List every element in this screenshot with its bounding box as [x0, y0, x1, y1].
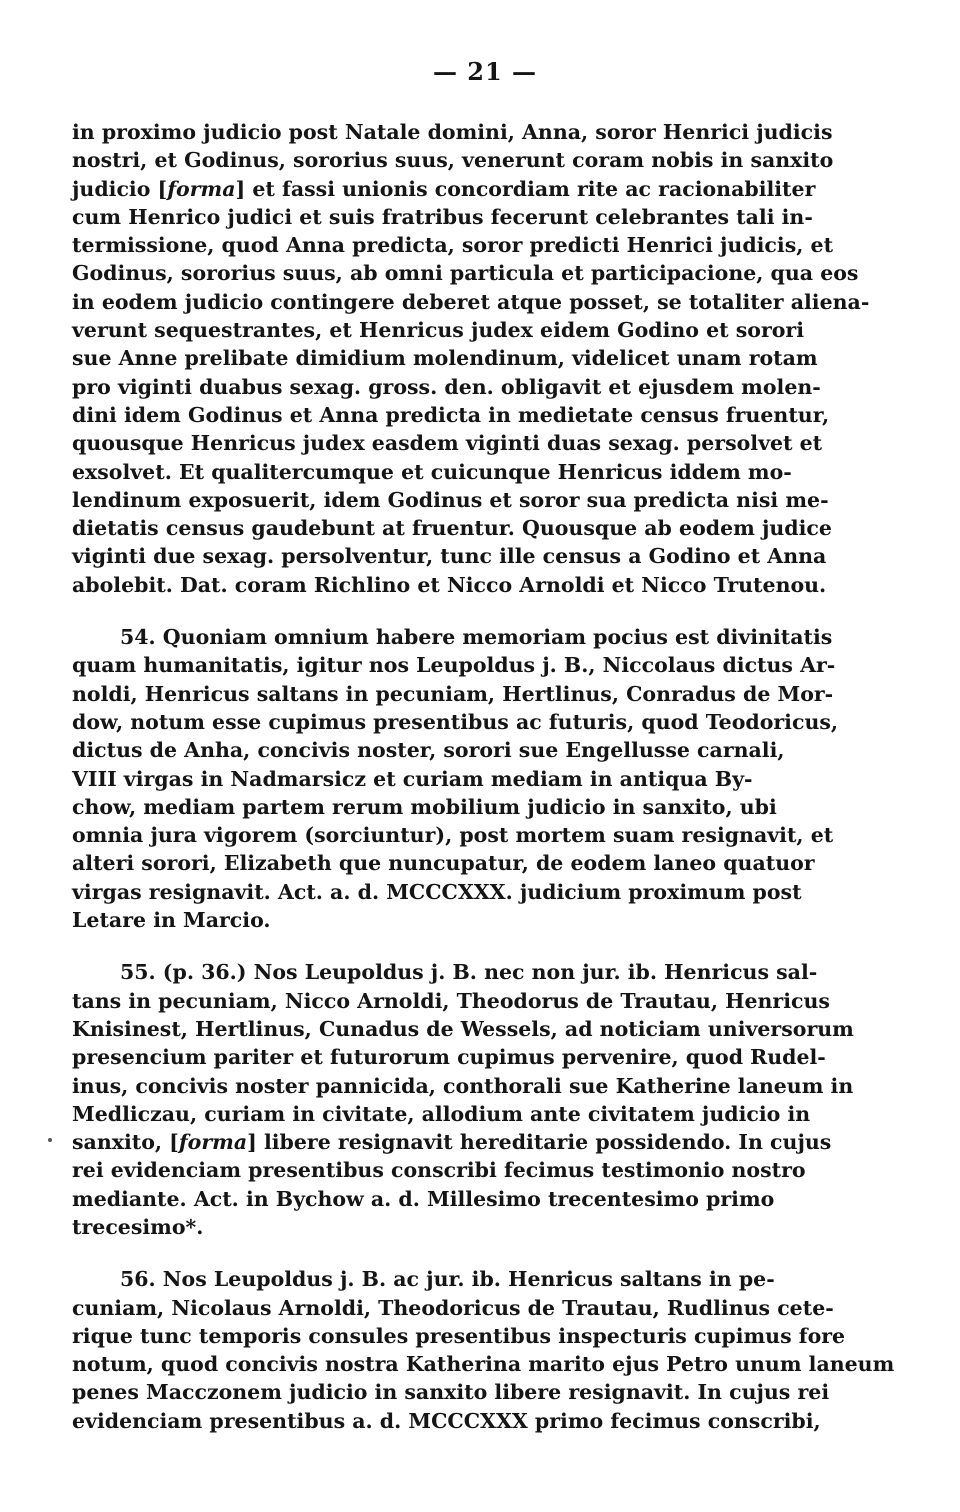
text-line: dictus de Anha, concivis noster, sorori sue Engellusse carnali,: [72, 738, 785, 763]
text-line: penes Macczonem judicio in sanxito libere resignavit. In cujus rei: [72, 1380, 830, 1405]
text-line: dini idem Godinus et Anna predicta in medietate census fruentur,: [72, 402, 830, 427]
text-line: tans in pecuniam, Nicco Arnoldi, Theodorus de Trautau, Henricus: [72, 988, 830, 1013]
text-line: abolebit. Dat. coram Richlino et Nicco Arnoldi et Nicco Trutenou.: [72, 572, 827, 597]
text-line: quousque Henricus judex easdem viginti duas sexag. persolvet et: [72, 431, 823, 456]
text-line: sue Anne prelibate dimidium molendinum, videlicet unam rotam: [72, 346, 818, 371]
text-line: in eodem judicio contingere deberet atque posset, se totaliter aliena-: [72, 289, 870, 314]
text-line: dietatis census gaudebunt at fruentur. Quousque ab eodem judice: [72, 516, 832, 541]
document-page: [72, 52, 898, 1459]
text-line: 54. Quoniam omnium habere memoriam pocius est divinitatis: [120, 625, 833, 650]
text-line: noldi, Henricus saltans in pecuniam, Hertlinus, Conradus de Mor-: [72, 681, 834, 706]
text-line: cuniam, Nicolaus Arnoldi, Theodoricus de Trautau, Rudlinus cete-: [72, 1295, 834, 1320]
text-line: Letare in Marcio.: [72, 908, 271, 933]
text-line: sanxito, [forma] libere resignavit hereditarie possidendo. In cujus: [72, 1130, 832, 1155]
text-line: trecesimo*.: [72, 1214, 204, 1239]
text-line: evidenciam presentibus a. d. MCCCXXX primo fecimus conscribi,: [72, 1408, 821, 1433]
text-line: dow, notum esse cupimus presentibus ac futuris, quod Teodoricus,: [72, 709, 839, 734]
text-line: 56. Nos Leupoldus j. B. ac jur. ib. Henricus saltans in pe-: [120, 1267, 775, 1292]
paragraph-54: [72, 623, 898, 934]
text-line: omnia jura vigorem (sorciuntur), post mortem suam resignavit, et: [72, 823, 834, 848]
page-number: — 21 —: [432, 57, 538, 86]
text-line: Godinus, sororius suus, ab omni particula et participacione, qua eos: [72, 261, 859, 286]
text-line: 55. (p. 36.) Nos Leupoldus j. B. nec non jur. ib. Henricus sal-: [120, 960, 818, 985]
text-line: VIII virgas in Nadmarsicz et curiam mediam in antiqua By-: [72, 766, 753, 791]
text-line: verunt sequestrantes, et Henricus judex eidem Godino et sorori: [72, 318, 805, 343]
text-line: Knisinest, Hertlinus, Cunadus de Wessels, ad noticiam universorum: [72, 1016, 854, 1041]
text-line: virgas resignavit. Act. a. d. MCCCXXX. judicium proximum post: [72, 879, 802, 904]
text-line: alteri sorori, Elizabeth que nuncupatur, de eodem laneo quatuor: [72, 851, 815, 876]
paragraph-55: [72, 958, 898, 1241]
text-line: judicio [forma] et fassi unionis concordiam rite ac racionabiliter: [72, 176, 816, 201]
text-line: nostri, et Godinus, sororius suus, venerunt coram nobis in sanxito: [72, 148, 834, 173]
text-line: notum, quod concivis nostra Katherina marito ejus Petro unum laneum: [72, 1352, 895, 1377]
text-line: pro viginti duabus sexag. gross. den. obligavit et ejusdem molen-: [72, 374, 821, 399]
text-line: inus, concivis noster pannicida, conthorali sue Katherine laneum in: [72, 1073, 854, 1098]
text-line: lendinum exposuerit, idem Godinus et soror sua predicta nisi me-: [72, 487, 829, 512]
text-line: chow, mediam partem rerum mobilium judicio in sanxito, ubi: [72, 794, 777, 819]
paragraph-continuation: [72, 118, 898, 599]
text-line: rei evidenciam presentibus conscribi fecimus testimonio nostro: [72, 1158, 806, 1183]
italic-forma: forma: [167, 176, 236, 201]
text-line: Medliczau, curiam in civitate, allodium ante civitatem judicio in: [72, 1101, 811, 1126]
text-line: viginti due sexag. persolventur, tunc ille census a Godino et Anna: [72, 544, 827, 569]
text-line: in proximo judicio post Natale domini, Anna, soror Henrici judicis: [72, 120, 833, 144]
text-line: mediante. Act. in Bychow a. d. Millesimo trecentesimo primo: [72, 1186, 775, 1211]
text-line: rique tunc temporis consules presentibus inspecturis cupimus fore: [72, 1323, 846, 1348]
text-line: exsolvet. Et qualitercumque et cuicunque Henricus iddem mo-: [72, 459, 792, 484]
paragraph-56: [72, 1265, 898, 1435]
text-line: termissione, quod Anna predicta, soror predicti Henrici judicis, et: [72, 233, 834, 258]
margin-dot: [48, 1138, 52, 1142]
text-line: cum Henrico judici et suis fratribus fecerunt celebrantes tali in-: [72, 204, 813, 229]
text-line: quam humanitatis, igitur nos Leupoldus j. B., Niccolaus dictus Ar-: [72, 653, 836, 678]
text-line: presencium pariter et futurorum cupimus pervenire, quod Rudel-: [72, 1045, 826, 1070]
italic-forma: forma: [178, 1130, 248, 1155]
